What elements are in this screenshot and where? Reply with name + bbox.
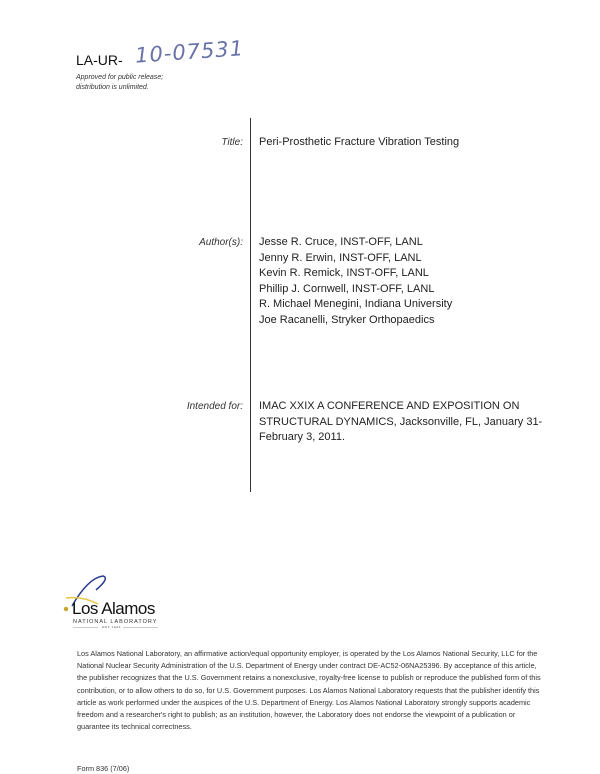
form-number: Form 836 (7/06): [77, 764, 130, 773]
los-alamos-logo: [58, 568, 168, 628]
author: R. Michael Menegini, Indiana University: [259, 298, 453, 310]
la-ur-prefix: LA-UR-: [76, 52, 123, 68]
disclaimer-text: Los Alamos National Laboratory, an affirmative action/equal opportunity employer, is operated by the Los Alamos National Security, LLC for the National Nuclear Security Administration of the U.S. Department of Energy under contract DE-AC52-06NA25396. By acceptance of this article, the publisher recognizes that the U.S. Government retains a nonexclusive, royalty-free license to publish or reproduce the published form of this contribution, or to allow others to do so, for U.S. Government purposes. Los Alamos National Laboratory requests that the publisher identify this article as work performed under the auspices of the U.S. Department of Energy. Los Alamos National Laboratory strongly supports academic freedom and a researcher's right to publish; as an institution, however, the Laboratory does not endorse the viewpoint of a publication or guarantee its technical correctness.: [77, 649, 541, 732]
author: Jenny R. Erwin, INST-OFF, LANL: [259, 251, 422, 264]
authors-list: [259, 235, 452, 328]
author: Joe Racanelli, Stryker Orthopaedics: [259, 313, 435, 326]
authors-label: Author(s):: [199, 237, 243, 248]
intended-label: Intended for:: [186, 401, 243, 412]
intended-line: IMAC XXIX A CONFERENCE AND EXPOSITION ON: [259, 400, 520, 412]
svg-text:NATIONAL LABORATORY: NATIONAL LABORATORY: [73, 619, 158, 625]
author: Phillip J. Cornwell, INST-OFF, LANL: [259, 282, 435, 295]
la-ur-number-handwritten: 10-07531: [134, 36, 245, 68]
intended-line: February 3, 2011.: [259, 431, 346, 443]
intended-line: STRUCTURAL DYNAMICS, Jacksonville, FL, January 31-: [259, 415, 543, 428]
author: Jesse R. Cruce, INST-OFF, LANL: [259, 236, 423, 248]
document-title: Peri-Prosthetic Fracture Vibration Testing: [259, 136, 460, 148]
svg-text:EST. 1943: EST. 1943: [102, 625, 121, 628]
svg-text:Los Alamos: Los Alamos: [72, 599, 155, 618]
vertical-divider: [250, 118, 251, 492]
author: Kevin R. Remick, INST-OFF, LANL: [259, 267, 429, 279]
approved-line-2: distribution is unlimited.: [76, 84, 149, 91]
intended-for: [259, 399, 542, 446]
title-label: Title:: [221, 137, 243, 148]
approved-line-1: Approved for public release;: [76, 74, 164, 81]
